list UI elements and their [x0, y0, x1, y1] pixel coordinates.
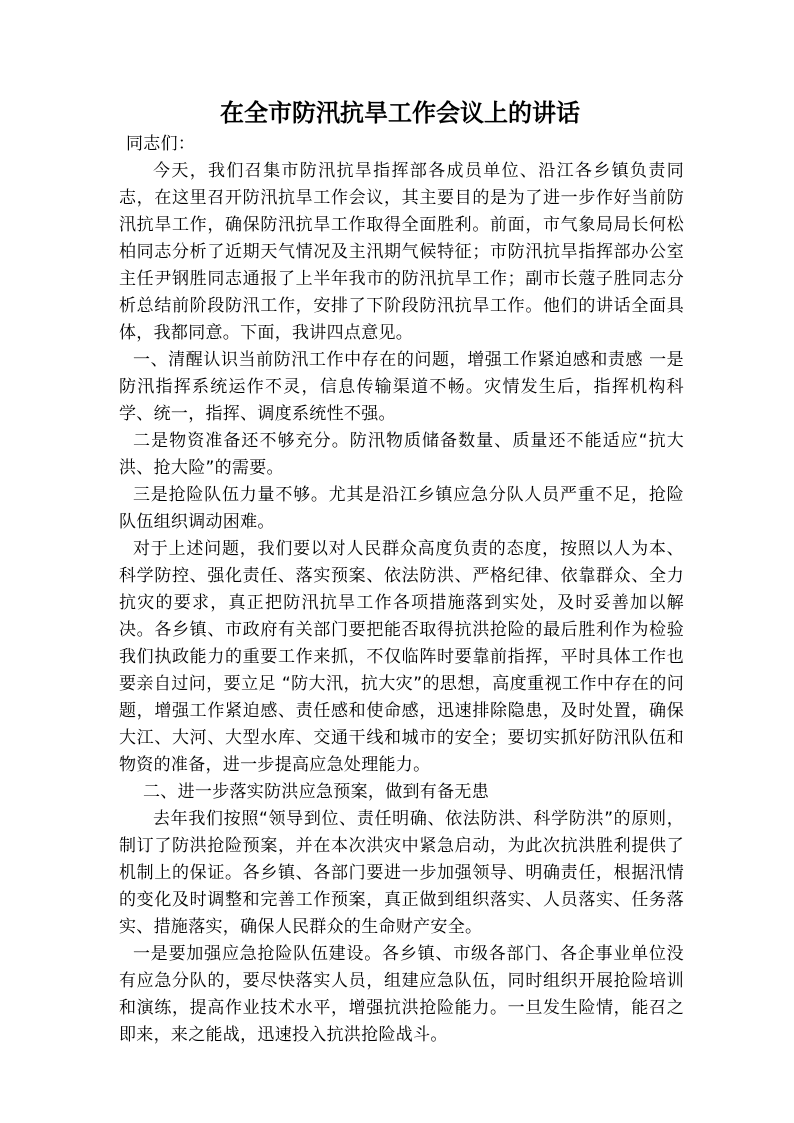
section-heading-2: 二、进一步落实防洪应急预案，做到有备无患	[143, 782, 489, 802]
paragraph-plan: 去年我们按照“领导到位、责任明确、依法防洪、科学防洪”的原则，制订了防洪抢险预案，并在本次洪灾中紧急启动，为此次抗洪胜利提供了机制上的保证。各乡镇、各部门要进一步加强领导、明确责任，根据汛情的变化及时调整和完善工作预案，真正做到组织落实、人员落实、任务落实、措施落实，确保人民群众的生命财产安全。	[119, 809, 684, 937]
paragraph-intro: 今天，我们召集市防汛抗旱指挥部各成员单位、沿江各乡镇负责同志，在这里召开防汛抗旱工作会议，其主要目的是为了进一步作好当前防汛抗旱工作，确保防汛抗旱工作取得全面胜利。前面，市气象局局长何松柏同志分析了近期天气情况及主汛期气候特征；市防汛抗旱指挥部办公室主任尹钢胜同志通报了上半年我市的防汛抗旱工作；副市长蔻子胜同志分析总结前阶段防汛工作，安排了下阶段防汛抗旱工作。他们的讲话全面具体，我都同意。下面，我讲四点意见。	[119, 161, 684, 343]
paragraph-point-3: 三是抢险队伍力量不够。尤其是沿江乡镇应急分队人员严重不足，抢险队伍组织调动困难。	[119, 485, 684, 532]
document-body	[119, 131, 684, 1049]
document-title: 在全市防汛抗旱工作会议上的讲话	[220, 99, 580, 127]
paragraph-team: 一是要加强应急抢险队伍建设。各乡镇、市级各部门、各企事业单位没有应急分队的，要尽快落实人员，组建应急队伍，同时组织开展抢险培训和演练，提高作业技术水平，增强抗洪抢险能力。一旦发生险情，能召之即来，来之能战，迅速投入抗洪抢险战斗。	[119, 944, 684, 1045]
section-heading-1: 一、清醒认识当前防汛工作中存在的问题，增强工作紧迫感和责感 一是防汛指挥系统运作不灵，信息传输渠道不畅。灾情发生后，指挥机构科学、统一，指挥、调度系统性不强。	[119, 350, 684, 424]
paragraph-point-2: 二是物资准备还不够充分。防汛物质储备数量、质量还不能适应“抗大洪、抢大险”的需要。	[119, 431, 684, 478]
paragraph-response: 对于上述问题，我们要以对人民群众高度负责的态度，按照以人为本、科学防控、强化责任、落实预案、依法防洪、严格纪律、依靠群众、全力抗灾的要求，真正把防汛抗旱工作各项措施落到实处，及时妥善加以解决。各乡镇、市政府有关部门要把能否取得抗洪抢险的最后胜利作为检验我们执政能力的重要工作来抓，不仅临阵时要靠前指挥，平时具体工作也要亲自过问，要立足 “防大汛，抗大灾”的思想，高度重视工作中存在的问题，增强工作紧迫感、责任感和使命感，迅速排除隐患，及时处置，确保大江、大河、大型水库、交通干线和城市的安全；要切实抓好防汛队伍和物资的准备，进一步提高应急处理能力。	[119, 539, 684, 775]
salutation: 同志们：	[126, 134, 196, 154]
